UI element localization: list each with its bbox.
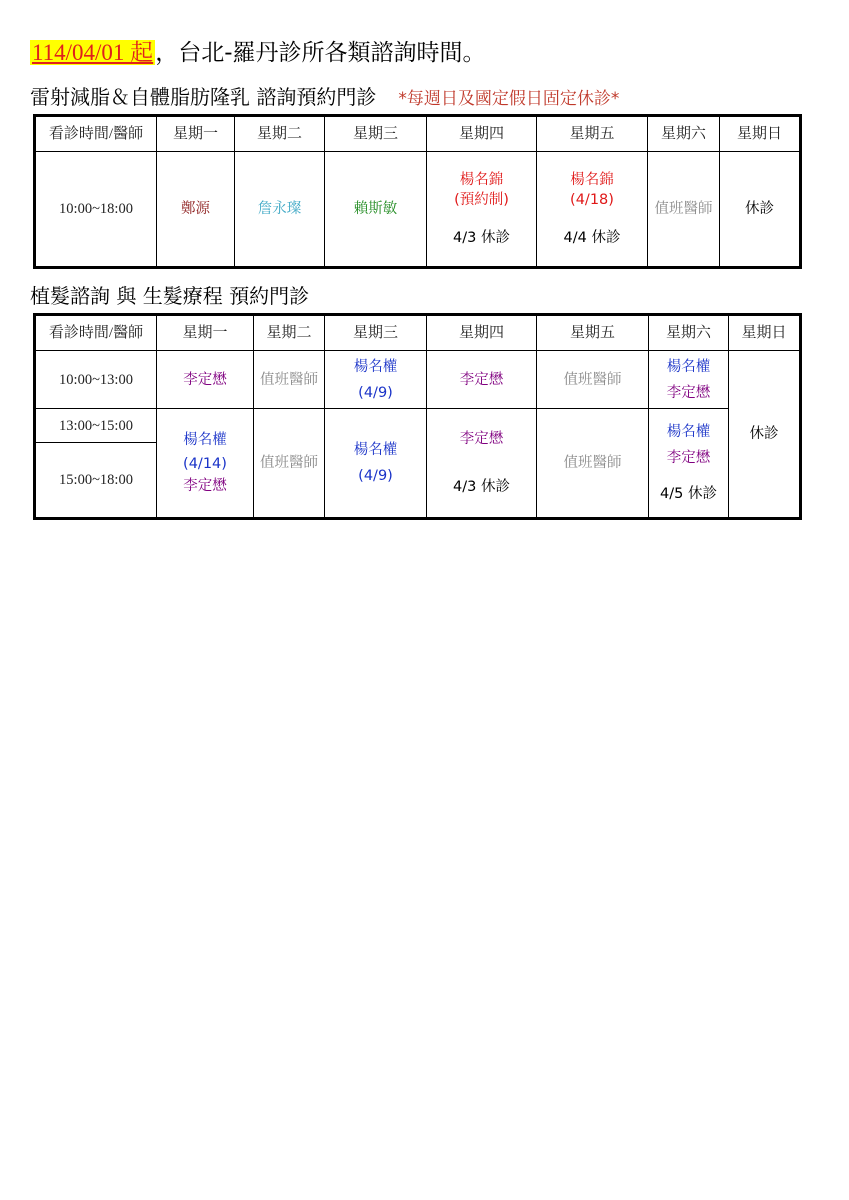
- header-cell: 星期一: [157, 116, 235, 152]
- doctor-name: 李定懋: [459, 431, 504, 447]
- closure-note: 4/3 休診: [453, 230, 510, 246]
- header-cell: 星期六: [648, 116, 720, 152]
- section2-header-row: [35, 315, 801, 351]
- doctor-name: 楊名權: [666, 424, 711, 440]
- page-title: [30, 38, 486, 68]
- doctor-name: 楊名權: [666, 358, 711, 375]
- doctor-cell-saturday: [649, 351, 729, 409]
- header-cell: 星期一: [157, 315, 254, 351]
- section2-row-midday: [35, 409, 801, 443]
- time-slot: 13:00~15:00: [35, 409, 157, 443]
- doctor-cell-thursday: [427, 152, 537, 268]
- doctor-cell: 值班醫師: [648, 152, 720, 268]
- doctor-cell-saturday: [649, 409, 729, 519]
- header-cell: 星期日: [729, 315, 801, 351]
- doctor-cell: 值班醫師: [537, 351, 649, 409]
- header-cell: 星期二: [254, 315, 325, 351]
- header-cell: 星期四: [427, 116, 537, 152]
- header-cell: 看診時間/醫師: [35, 116, 157, 152]
- doctor-name: 李定懋: [183, 478, 227, 494]
- header-cell: 星期三: [325, 315, 427, 351]
- time-slot: 10:00~18:00: [35, 152, 157, 268]
- section2-schedule-table: [33, 313, 802, 520]
- header-cell: 星期五: [537, 116, 648, 152]
- date-note: (4/9): [358, 384, 393, 401]
- header-cell: 星期二: [235, 116, 325, 152]
- doctor-name: 楊名權: [353, 358, 398, 375]
- date-note: (4/14): [183, 456, 227, 472]
- doctor-cell-wednesday: [325, 409, 427, 519]
- time-slot: 15:00~18:00: [35, 443, 157, 519]
- section1-heading-row: [30, 85, 619, 111]
- header-cell: 看診時間/醫師: [35, 315, 157, 351]
- date-note: (4/18): [570, 192, 614, 208]
- appointment-note: (預約制): [454, 192, 509, 208]
- doctor-cell: 李定懋: [157, 351, 254, 409]
- doctor-cell: 賴斯敏: [325, 152, 427, 268]
- header-cell: 星期五: [537, 315, 649, 351]
- section1-schedule-table: [33, 114, 802, 269]
- header-cell: 星期四: [427, 315, 537, 351]
- doctor-cell: 值班醫師: [254, 409, 325, 519]
- doctor-name: 楊名權: [183, 432, 227, 448]
- closed-cell: 休診: [720, 152, 801, 268]
- section2-row-morning: [35, 351, 801, 409]
- doctor-name: 李定懋: [666, 450, 711, 466]
- doctor-cell: 值班醫師: [537, 409, 649, 519]
- header-cell: 星期日: [720, 116, 801, 152]
- section1-schedule-row: [35, 152, 801, 268]
- page-title-text: ，台北-羅丹診所各類諮詢時間。: [155, 40, 486, 66]
- doctor-cell: 值班醫師: [254, 351, 325, 409]
- doctor-cell-wednesday: [325, 351, 427, 409]
- header-cell: 星期三: [325, 116, 427, 152]
- doctor-name: 李定懋: [666, 384, 711, 401]
- section2-heading: 植髮諮詢 與 生髮療程 預約門診: [30, 284, 310, 308]
- doctor-cell: 詹永璨: [235, 152, 325, 268]
- doctor-name: 楊名權: [353, 442, 398, 458]
- doctor-cell: 李定懋: [427, 351, 537, 409]
- doctor-name: 楊名錦: [570, 172, 614, 188]
- time-slot: 10:00~13:00: [35, 351, 157, 409]
- section1-header-row: [35, 116, 801, 152]
- closed-cell: 休診: [729, 351, 801, 519]
- section1-heading: 雷射減脂＆自體脂肪隆乳 諮詢預約門診: [30, 85, 377, 109]
- header-cell: 星期六: [649, 315, 729, 351]
- closure-note: 4/5 休診: [660, 486, 717, 502]
- doctor-cell-friday: [537, 152, 648, 268]
- doctor-name: 楊名錦: [459, 172, 504, 188]
- closure-note: 4/3 休診: [453, 479, 510, 495]
- closure-note: 4/4 休診: [563, 230, 621, 246]
- doctor-cell-monday: [157, 409, 254, 519]
- effective-date: 114/04/01 起: [32, 40, 154, 65]
- closed-notice: *每週日及國定假日固定休診*: [398, 89, 620, 109]
- doctor-cell-thursday: [427, 409, 537, 519]
- doctor-cell: 鄭源: [157, 152, 235, 268]
- date-note: (4/9): [358, 468, 393, 484]
